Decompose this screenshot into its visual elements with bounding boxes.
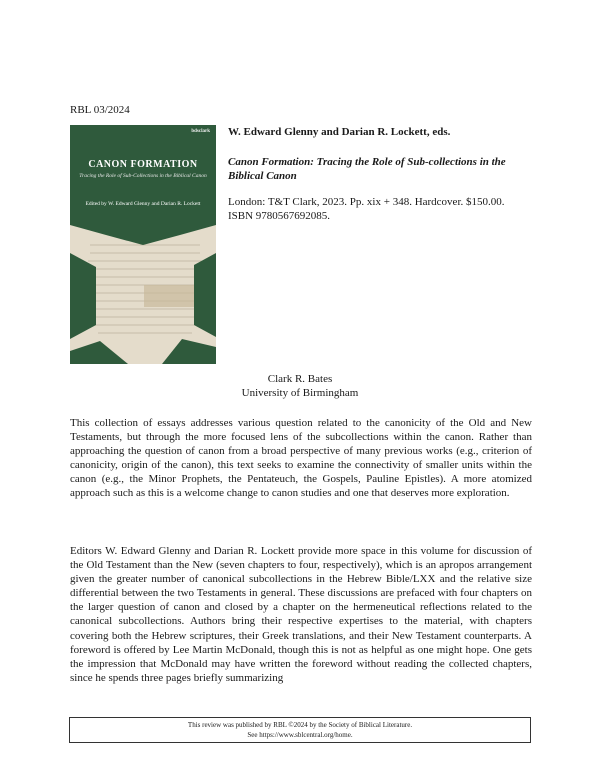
book-editors: W. Edward Glenny and Darian R. Lockett, eds.: [228, 126, 451, 138]
cover-editors: Edited by W. Edward Glenny and Darian R. Lockett: [85, 201, 201, 207]
issue-label: RBL 03/2024: [70, 104, 130, 116]
cover-subtitle: Tracing the Role of Sub-Collections in the Biblical Canon: [79, 173, 207, 179]
footer-notice: [69, 717, 531, 743]
book-title: Canon Formation: Tracing the Role of Sub-collections in the Biblical Canon: [228, 156, 506, 182]
body-paragraph: Editors W. Edward Glenny and Darian R. Lockett provide more space in this volume for discussion of the Old Testament than the New (seven chapters to four, respectively), which is an apropos arrangement given the greater number of canonical subcollections in the Hebrew Bible/LXX and the relative size differential between the two Testaments in general. These discussions are prefaced with four chapters on the larger question of canon and closed by a chapter on the hermeneutical reflections related to the canonical subcollections. Authors bring their respective expertises to the material, with chapters covering both the Hebrew scriptures, their Greek translations, and their New Testament counterparts. A foreword is offered by Lee Martin McDonald, though this is not as helpful as one might hope. One gets the impression that McDonald may have written the foreword without reading the collected chapters, since he spends three pages briefly summarizing: [70, 545, 532, 684]
cover-title: CANON FORMATION: [88, 159, 198, 170]
reviewer-name: Clark R. Bates: [267, 373, 333, 385]
cover-publisher-mark: bdsclark: [191, 129, 210, 134]
reviewer-institution: University of Birmingham: [241, 387, 359, 399]
footer-line: See https://www.sblcentral.org/home.: [247, 731, 353, 739]
body-paragraph: This collection of essays addresses various question related to the canonicity of the Old and New Testaments, but through the more focused lens of the subcollections within the canon. Rather than approaching the question of canon from a broad perspective of many previous works (e.g., criterion of canonicity, origin of the canon), this text seeks to examine the connectivity of smaller units within the canon (e.g., the Minor Prophets, the Pentateuch, the Gospels, Pauline Epistles). A more atomized approach such as this is a welcome change to canon studies and one that deserves more exploration.: [70, 417, 532, 500]
publication-info: London: T&T Clark, 2023. Pp. xix + 348. Hardcover. $150.00. ISBN 9780567692085.: [228, 196, 505, 222]
book-cover-image: [70, 125, 216, 364]
footer-line: This review was published by RBL ©2024 by the Society of Biblical Literature.: [187, 721, 413, 729]
